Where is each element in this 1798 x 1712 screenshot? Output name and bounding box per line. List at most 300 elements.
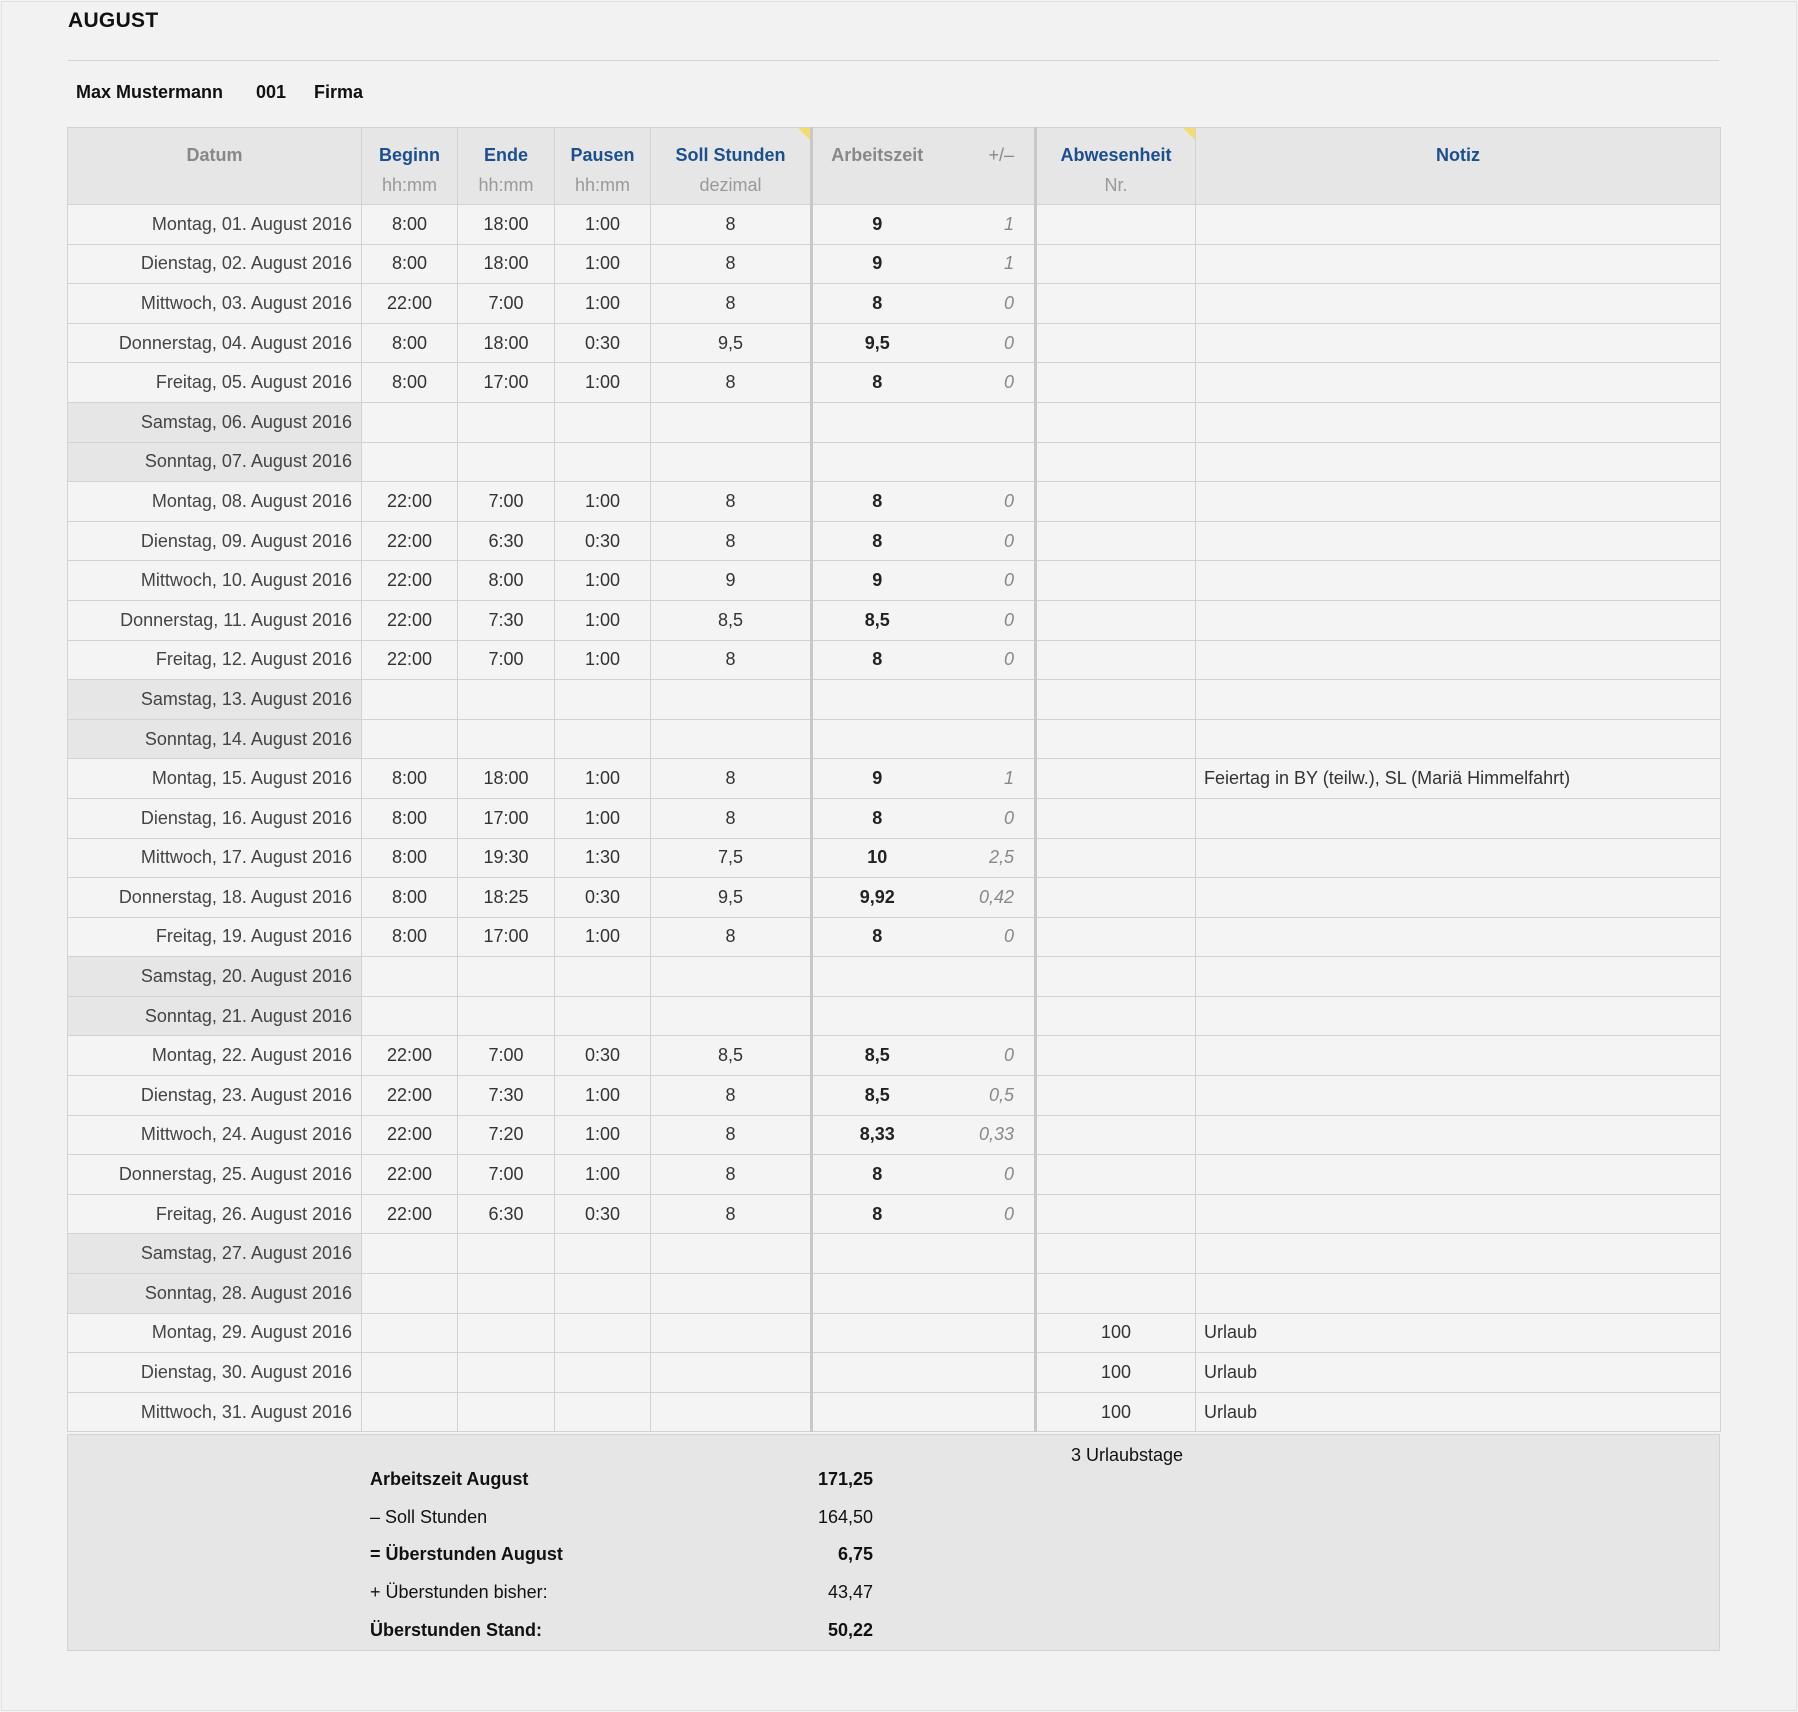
table-row bbox=[68, 996, 1721, 1036]
cell-pausen[interactable] bbox=[555, 1234, 651, 1274]
col-header-diff: +/– bbox=[942, 128, 1036, 167]
cell-diff[interactable]: 0 bbox=[942, 284, 1036, 324]
cell-beginn[interactable]: 22:00 bbox=[362, 1194, 458, 1234]
cell-abwesenheit[interactable] bbox=[1036, 600, 1196, 640]
cell-arbeitszeit[interactable] bbox=[812, 442, 942, 482]
cell-arbeitszeit[interactable] bbox=[812, 957, 942, 997]
cell-arbeitszeit[interactable] bbox=[812, 1274, 942, 1314]
cell-arbeitszeit[interactable]: 9 bbox=[812, 759, 942, 799]
cell-notiz[interactable] bbox=[1196, 917, 1721, 957]
cell-ende[interactable]: 17:00 bbox=[458, 363, 555, 403]
cell-pausen[interactable]: 0:30 bbox=[555, 878, 651, 918]
cell-notiz[interactable] bbox=[1196, 996, 1721, 1036]
cell-ende[interactable]: 7:00 bbox=[458, 284, 555, 324]
cell-diff[interactable]: 1 bbox=[942, 759, 1036, 799]
cell-arbeitszeit[interactable]: 8,5 bbox=[812, 1036, 942, 1076]
cell-abwesenheit[interactable]: 100 bbox=[1036, 1392, 1196, 1432]
cell-abwesenheit[interactable] bbox=[1036, 284, 1196, 324]
cell-pausen[interactable]: 1:30 bbox=[555, 838, 651, 878]
cell-abwesenheit[interactable]: 100 bbox=[1036, 1313, 1196, 1353]
cell-ende[interactable]: 18:25 bbox=[458, 878, 555, 918]
cell-pausen[interactable]: 1:00 bbox=[555, 798, 651, 838]
cell-abwesenheit[interactable] bbox=[1036, 680, 1196, 720]
cell-datum: Freitag, 26. August 2016 bbox=[68, 1194, 362, 1234]
cell-ende[interactable]: 18:00 bbox=[458, 323, 555, 363]
cell-beginn[interactable]: 8:00 bbox=[362, 917, 458, 957]
cell-pausen[interactable] bbox=[555, 680, 651, 720]
table-row bbox=[68, 1155, 1721, 1195]
cell-notiz[interactable] bbox=[1196, 640, 1721, 680]
cell-beginn[interactable]: 22:00 bbox=[362, 482, 458, 522]
vacation-days-count: 3 Urlaubstage bbox=[1071, 1445, 1184, 1465]
cell-pausen[interactable]: 1:00 bbox=[555, 917, 651, 957]
cell-abwesenheit[interactable] bbox=[1036, 1076, 1196, 1116]
table-row bbox=[68, 1353, 1721, 1393]
cell-arbeitszeit[interactable] bbox=[812, 1392, 942, 1432]
cell-beginn[interactable]: 22:00 bbox=[362, 640, 458, 680]
cell-diff[interactable]: 2,5 bbox=[942, 838, 1036, 878]
cell-pausen[interactable]: 1:00 bbox=[555, 205, 651, 245]
cell-notiz[interactable] bbox=[1196, 1076, 1721, 1116]
cell-diff[interactable] bbox=[942, 1274, 1036, 1314]
cell-arbeitszeit[interactable]: 8 bbox=[812, 1155, 942, 1195]
cell-diff[interactable]: 1 bbox=[942, 244, 1036, 284]
cell-beginn[interactable]: 22:00 bbox=[362, 561, 458, 601]
cell-beginn[interactable]: 22:00 bbox=[362, 521, 458, 561]
cell-diff[interactable]: 0,42 bbox=[942, 878, 1036, 918]
cell-abwesenheit[interactable] bbox=[1036, 719, 1196, 759]
cell-arbeitszeit[interactable]: 8 bbox=[812, 1194, 942, 1234]
cell-abwesenheit[interactable] bbox=[1036, 561, 1196, 601]
cell-ende[interactable] bbox=[458, 1234, 555, 1274]
cell-abwesenheit[interactable] bbox=[1036, 957, 1196, 997]
cell-pausen[interactable]: 0:30 bbox=[555, 1036, 651, 1076]
cell-pausen[interactable]: 1:00 bbox=[555, 561, 651, 601]
cell-abwesenheit[interactable] bbox=[1036, 838, 1196, 878]
table-row bbox=[68, 1274, 1721, 1314]
cell-notiz[interactable] bbox=[1196, 363, 1721, 403]
cell-soll-stunden[interactable]: 8 bbox=[651, 363, 812, 403]
cell-ende[interactable]: 18:00 bbox=[458, 244, 555, 284]
cell-diff[interactable] bbox=[942, 442, 1036, 482]
cell-abwesenheit[interactable] bbox=[1036, 402, 1196, 442]
cell-abwesenheit[interactable] bbox=[1036, 521, 1196, 561]
cell-ende[interactable]: 7:30 bbox=[458, 1076, 555, 1116]
cell-abwesenheit[interactable] bbox=[1036, 1194, 1196, 1234]
cell-soll-stunden[interactable]: 8 bbox=[651, 1076, 812, 1116]
cell-abwesenheit[interactable] bbox=[1036, 1115, 1196, 1155]
cell-ende[interactable]: 18:00 bbox=[458, 205, 555, 245]
cell-soll-stunden[interactable]: 9 bbox=[651, 561, 812, 601]
cell-soll-stunden[interactable] bbox=[651, 1274, 812, 1314]
cell-beginn[interactable] bbox=[362, 1234, 458, 1274]
table-row bbox=[68, 759, 1721, 799]
cell-ende[interactable] bbox=[458, 402, 555, 442]
cell-pausen[interactable]: 0:30 bbox=[555, 521, 651, 561]
cell-ende[interactable] bbox=[458, 1392, 555, 1432]
cell-abwesenheit[interactable] bbox=[1036, 798, 1196, 838]
cell-ende[interactable] bbox=[458, 680, 555, 720]
cell-notiz[interactable] bbox=[1196, 442, 1721, 482]
cell-beginn[interactable] bbox=[362, 442, 458, 482]
cell-soll-stunden[interactable]: 8 bbox=[651, 1115, 812, 1155]
cell-datum: Donnerstag, 18. August 2016 bbox=[68, 878, 362, 918]
cell-arbeitszeit[interactable] bbox=[812, 1313, 942, 1353]
cell-ende[interactable] bbox=[458, 957, 555, 997]
cell-notiz[interactable] bbox=[1196, 1234, 1721, 1274]
cell-pausen[interactable] bbox=[555, 1353, 651, 1393]
cell-ende[interactable] bbox=[458, 442, 555, 482]
cell-datum: Montag, 15. August 2016 bbox=[68, 759, 362, 799]
cell-beginn[interactable] bbox=[362, 719, 458, 759]
cell-datum: Dienstag, 30. August 2016 bbox=[68, 1353, 362, 1393]
cell-abwesenheit[interactable] bbox=[1036, 482, 1196, 522]
cell-diff[interactable] bbox=[942, 719, 1036, 759]
cell-arbeitszeit[interactable]: 9 bbox=[812, 561, 942, 601]
cell-soll-stunden[interactable] bbox=[651, 1392, 812, 1432]
cell-notiz[interactable]: Urlaub bbox=[1196, 1353, 1721, 1393]
cell-diff[interactable]: 0 bbox=[942, 640, 1036, 680]
cell-arbeitszeit[interactable] bbox=[812, 680, 942, 720]
cell-soll-stunden[interactable]: 8 bbox=[651, 482, 812, 522]
cell-notiz[interactable] bbox=[1196, 1115, 1721, 1155]
comment-marker-icon[interactable] bbox=[1183, 128, 1195, 140]
cell-diff[interactable]: 0 bbox=[942, 798, 1036, 838]
cell-beginn[interactable]: 8:00 bbox=[362, 363, 458, 403]
cell-notiz[interactable] bbox=[1196, 680, 1721, 720]
cell-diff[interactable]: 0,33 bbox=[942, 1115, 1036, 1155]
cell-beginn[interactable] bbox=[362, 1274, 458, 1314]
cell-soll-stunden[interactable]: 9,5 bbox=[651, 323, 812, 363]
cell-arbeitszeit[interactable]: 8 bbox=[812, 284, 942, 324]
cell-beginn[interactable] bbox=[362, 1392, 458, 1432]
cell-arbeitszeit[interactable]: 9,92 bbox=[812, 878, 942, 918]
cell-notiz[interactable] bbox=[1196, 798, 1721, 838]
table-row bbox=[68, 957, 1721, 997]
cell-arbeitszeit[interactable]: 9,5 bbox=[812, 323, 942, 363]
cell-datum: Samstag, 27. August 2016 bbox=[68, 1234, 362, 1274]
cell-diff[interactable]: 1 bbox=[942, 205, 1036, 245]
cell-ende[interactable]: 8:00 bbox=[458, 561, 555, 601]
cell-abwesenheit[interactable] bbox=[1036, 244, 1196, 284]
cell-ende[interactable]: 7:00 bbox=[458, 1036, 555, 1076]
cell-beginn[interactable] bbox=[362, 996, 458, 1036]
cell-notiz[interactable] bbox=[1196, 244, 1721, 284]
cell-ende[interactable]: 17:00 bbox=[458, 798, 555, 838]
cell-notiz[interactable]: Urlaub bbox=[1196, 1392, 1721, 1432]
cell-soll-stunden[interactable] bbox=[651, 442, 812, 482]
cell-notiz[interactable] bbox=[1196, 521, 1721, 561]
cell-diff[interactable] bbox=[942, 1353, 1036, 1393]
cell-diff[interactable] bbox=[942, 1313, 1036, 1353]
cell-soll-stunden[interactable]: 8,5 bbox=[651, 1036, 812, 1076]
summary-value-ueberstunden-august: 6,75 bbox=[837, 1544, 873, 1564]
cell-notiz[interactable] bbox=[1196, 600, 1721, 640]
cell-soll-stunden[interactable] bbox=[651, 957, 812, 997]
cell-beginn[interactable]: 8:00 bbox=[362, 878, 458, 918]
cell-pausen[interactable]: 0:30 bbox=[555, 1194, 651, 1234]
cell-soll-stunden[interactable]: 8 bbox=[651, 284, 812, 324]
col-header-abwesenheit bbox=[1036, 128, 1196, 167]
cell-pausen[interactable]: 1:00 bbox=[555, 363, 651, 403]
cell-pausen[interactable] bbox=[555, 1274, 651, 1314]
cell-abwesenheit[interactable] bbox=[1036, 323, 1196, 363]
table-row bbox=[68, 1234, 1721, 1274]
col-header-beginn: Beginn bbox=[362, 128, 458, 167]
cell-diff[interactable] bbox=[942, 957, 1036, 997]
table-row bbox=[68, 838, 1721, 878]
cell-ende[interactable]: 7:00 bbox=[458, 482, 555, 522]
cell-beginn[interactable]: 22:00 bbox=[362, 1036, 458, 1076]
cell-pausen[interactable]: 1:00 bbox=[555, 1076, 651, 1116]
cell-arbeitszeit[interactable]: 9 bbox=[812, 205, 942, 245]
cell-arbeitszeit[interactable]: 9 bbox=[812, 244, 942, 284]
table-row bbox=[68, 798, 1721, 838]
cell-soll-stunden[interactable] bbox=[651, 680, 812, 720]
cell-notiz[interactable] bbox=[1196, 482, 1721, 522]
cell-pausen[interactable]: 1:00 bbox=[555, 640, 651, 680]
cell-beginn[interactable]: 22:00 bbox=[362, 1076, 458, 1116]
cell-datum: Freitag, 05. August 2016 bbox=[68, 363, 362, 403]
cell-beginn[interactable] bbox=[362, 1353, 458, 1393]
cell-soll-stunden[interactable]: 8 bbox=[651, 205, 812, 245]
cell-notiz[interactable] bbox=[1196, 1274, 1721, 1314]
cell-arbeitszeit[interactable]: 8,5 bbox=[812, 600, 942, 640]
cell-soll-stunden[interactable] bbox=[651, 1353, 812, 1393]
cell-ende[interactable]: 7:00 bbox=[458, 640, 555, 680]
cell-beginn[interactable]: 8:00 bbox=[362, 798, 458, 838]
cell-abwesenheit[interactable] bbox=[1036, 205, 1196, 245]
table-row bbox=[68, 402, 1721, 442]
cell-soll-stunden[interactable] bbox=[651, 1313, 812, 1353]
col-sub-arbeitszeit bbox=[812, 166, 942, 205]
cell-datum: Samstag, 13. August 2016 bbox=[68, 680, 362, 720]
cell-diff[interactable]: 0 bbox=[942, 561, 1036, 601]
cell-arbeitszeit[interactable]: 8 bbox=[812, 640, 942, 680]
cell-notiz[interactable] bbox=[1196, 1155, 1721, 1195]
cell-datum: Sonntag, 07. August 2016 bbox=[68, 442, 362, 482]
cell-ende[interactable]: 7:30 bbox=[458, 600, 555, 640]
cell-notiz[interactable] bbox=[1196, 1194, 1721, 1234]
cell-arbeitszeit[interactable]: 8,33 bbox=[812, 1115, 942, 1155]
cell-diff[interactable] bbox=[942, 996, 1036, 1036]
cell-beginn[interactable]: 8:00 bbox=[362, 244, 458, 284]
cell-arbeitszeit[interactable]: 8 bbox=[812, 363, 942, 403]
cell-pausen[interactable] bbox=[555, 1313, 651, 1353]
cell-diff[interactable] bbox=[942, 680, 1036, 720]
cell-beginn[interactable]: 22:00 bbox=[362, 600, 458, 640]
cell-pausen[interactable]: 1:00 bbox=[555, 284, 651, 324]
cell-notiz[interactable] bbox=[1196, 1036, 1721, 1076]
cell-ende[interactable] bbox=[458, 719, 555, 759]
cell-pausen[interactable]: 0:30 bbox=[555, 323, 651, 363]
cell-abwesenheit[interactable] bbox=[1036, 878, 1196, 918]
cell-pausen[interactable] bbox=[555, 957, 651, 997]
cell-notiz[interactable] bbox=[1196, 205, 1721, 245]
cell-diff[interactable]: 0 bbox=[942, 917, 1036, 957]
cell-diff[interactable]: 0 bbox=[942, 521, 1036, 561]
cell-beginn[interactable]: 22:00 bbox=[362, 1155, 458, 1195]
summary-value-ueberstunden-stand: 50,22 bbox=[827, 1620, 873, 1640]
cell-datum: Sonntag, 14. August 2016 bbox=[68, 719, 362, 759]
cell-notiz[interactable] bbox=[1196, 719, 1721, 759]
cell-diff[interactable] bbox=[942, 1392, 1036, 1432]
cell-pausen[interactable]: 1:00 bbox=[555, 244, 651, 284]
cell-datum: Dienstag, 09. August 2016 bbox=[68, 521, 362, 561]
cell-arbeitszeit[interactable]: 8 bbox=[812, 917, 942, 957]
cell-abwesenheit[interactable] bbox=[1036, 1274, 1196, 1314]
cell-arbeitszeit[interactable] bbox=[812, 402, 942, 442]
summary-label-arbeitszeit: Arbeitszeit August bbox=[370, 1469, 529, 1489]
cell-arbeitszeit[interactable]: 8,5 bbox=[812, 1076, 942, 1116]
cell-pausen[interactable] bbox=[555, 442, 651, 482]
cell-diff[interactable] bbox=[942, 1234, 1036, 1274]
col-header-datum: Datum bbox=[68, 128, 362, 167]
cell-beginn[interactable]: 22:00 bbox=[362, 1115, 458, 1155]
col-unit-pausen: hh:mm bbox=[555, 166, 651, 205]
cell-diff[interactable] bbox=[942, 402, 1036, 442]
col-sub-diff bbox=[942, 166, 1036, 205]
cell-beginn[interactable]: 8:00 bbox=[362, 205, 458, 245]
cell-diff[interactable]: 0 bbox=[942, 482, 1036, 522]
cell-abwesenheit[interactable] bbox=[1036, 1234, 1196, 1274]
table-row bbox=[68, 878, 1721, 918]
table-row bbox=[68, 363, 1721, 403]
cell-ende[interactable] bbox=[458, 1353, 555, 1393]
cell-soll-stunden[interactable]: 8 bbox=[651, 521, 812, 561]
table-row bbox=[68, 917, 1721, 957]
cell-beginn[interactable] bbox=[362, 402, 458, 442]
cell-ende[interactable]: 18:00 bbox=[458, 759, 555, 799]
cell-soll-stunden[interactable]: 8 bbox=[651, 798, 812, 838]
cell-soll-stunden[interactable] bbox=[651, 719, 812, 759]
cell-soll-stunden[interactable]: 8 bbox=[651, 244, 812, 284]
cell-abwesenheit[interactable] bbox=[1036, 759, 1196, 799]
cell-datum: Samstag, 06. August 2016 bbox=[68, 402, 362, 442]
cell-arbeitszeit[interactable]: 8 bbox=[812, 482, 942, 522]
cell-notiz[interactable] bbox=[1196, 284, 1721, 324]
cell-pausen[interactable] bbox=[555, 996, 651, 1036]
cell-diff[interactable]: 0 bbox=[942, 363, 1036, 403]
col-header-abwesenheit-label: Abwesenheit bbox=[1060, 145, 1172, 165]
cell-notiz[interactable] bbox=[1196, 878, 1721, 918]
cell-abwesenheit[interactable] bbox=[1036, 442, 1196, 482]
cell-diff[interactable]: 0 bbox=[942, 600, 1036, 640]
cell-arbeitszeit[interactable]: 8 bbox=[812, 798, 942, 838]
cell-notiz[interactable] bbox=[1196, 957, 1721, 997]
cell-pausen[interactable]: 1:00 bbox=[555, 482, 651, 522]
cell-pausen[interactable]: 1:00 bbox=[555, 1155, 651, 1195]
cell-datum: Donnerstag, 11. August 2016 bbox=[68, 600, 362, 640]
cell-beginn[interactable] bbox=[362, 680, 458, 720]
cell-soll-stunden[interactable]: 8 bbox=[651, 1194, 812, 1234]
cell-ende[interactable] bbox=[458, 1313, 555, 1353]
cell-diff[interactable]: 0 bbox=[942, 323, 1036, 363]
table-row bbox=[68, 1036, 1721, 1076]
cell-beginn[interactable]: 8:00 bbox=[362, 838, 458, 878]
cell-soll-stunden[interactable]: 7,5 bbox=[651, 838, 812, 878]
cell-ende[interactable]: 6:30 bbox=[458, 521, 555, 561]
cell-pausen[interactable] bbox=[555, 719, 651, 759]
cell-notiz[interactable] bbox=[1196, 402, 1721, 442]
cell-pausen[interactable] bbox=[555, 1392, 651, 1432]
cell-notiz[interactable]: Feiertag in BY (teilw.), SL (Mariä Himmelfahrt) bbox=[1196, 759, 1721, 799]
cell-beginn[interactable]: 8:00 bbox=[362, 759, 458, 799]
cell-abwesenheit[interactable] bbox=[1036, 996, 1196, 1036]
cell-abwesenheit[interactable]: 100 bbox=[1036, 1353, 1196, 1393]
cell-diff[interactable]: 0 bbox=[942, 1036, 1036, 1076]
cell-abwesenheit[interactable] bbox=[1036, 1036, 1196, 1076]
comment-marker-icon[interactable] bbox=[798, 128, 810, 140]
cell-beginn[interactable]: 22:00 bbox=[362, 284, 458, 324]
col-unit-soll: dezimal bbox=[651, 166, 812, 205]
table-row bbox=[68, 1115, 1721, 1155]
cell-datum: Freitag, 19. August 2016 bbox=[68, 917, 362, 957]
cell-notiz[interactable] bbox=[1196, 323, 1721, 363]
summary-value-soll: 164,50 bbox=[817, 1507, 873, 1527]
cell-beginn[interactable] bbox=[362, 957, 458, 997]
cell-diff[interactable]: 0,5 bbox=[942, 1076, 1036, 1116]
cell-notiz[interactable] bbox=[1196, 838, 1721, 878]
cell-soll-stunden[interactable]: 8 bbox=[651, 917, 812, 957]
cell-arbeitszeit[interactable] bbox=[812, 1353, 942, 1393]
cell-ende[interactable]: 7:00 bbox=[458, 1155, 555, 1195]
cell-ende[interactable]: 7:20 bbox=[458, 1115, 555, 1155]
cell-arbeitszeit[interactable] bbox=[812, 719, 942, 759]
cell-arbeitszeit[interactable] bbox=[812, 1234, 942, 1274]
cell-ende[interactable] bbox=[458, 996, 555, 1036]
cell-abwesenheit[interactable] bbox=[1036, 1155, 1196, 1195]
cell-abwesenheit[interactable] bbox=[1036, 640, 1196, 680]
cell-soll-stunden[interactable]: 8 bbox=[651, 640, 812, 680]
cell-soll-stunden[interactable]: 8 bbox=[651, 759, 812, 799]
cell-pausen[interactable] bbox=[555, 402, 651, 442]
cell-soll-stunden[interactable]: 8 bbox=[651, 1155, 812, 1195]
cell-ende[interactable]: 19:30 bbox=[458, 838, 555, 878]
col-unit-beginn: hh:mm bbox=[362, 166, 458, 205]
cell-diff[interactable]: 0 bbox=[942, 1194, 1036, 1234]
cell-ende[interactable]: 6:30 bbox=[458, 1194, 555, 1234]
cell-arbeitszeit[interactable]: 8 bbox=[812, 521, 942, 561]
cell-datum: Mittwoch, 31. August 2016 bbox=[68, 1392, 362, 1432]
cell-soll-stunden[interactable]: 9,5 bbox=[651, 878, 812, 918]
cell-ende[interactable]: 17:00 bbox=[458, 917, 555, 957]
cell-ende[interactable] bbox=[458, 1274, 555, 1314]
cell-pausen[interactable]: 1:00 bbox=[555, 759, 651, 799]
summary-label-soll: – Soll Stunden bbox=[370, 1507, 488, 1527]
cell-diff[interactable]: 0 bbox=[942, 1155, 1036, 1195]
cell-abwesenheit[interactable] bbox=[1036, 363, 1196, 403]
cell-datum: Freitag, 12. August 2016 bbox=[68, 640, 362, 680]
cell-soll-stunden[interactable] bbox=[651, 996, 812, 1036]
cell-notiz[interactable]: Urlaub bbox=[1196, 1313, 1721, 1353]
cell-soll-stunden[interactable] bbox=[651, 1234, 812, 1274]
cell-arbeitszeit[interactable]: 10 bbox=[812, 838, 942, 878]
cell-abwesenheit[interactable] bbox=[1036, 917, 1196, 957]
summary-value-arbeitszeit: 171,25 bbox=[817, 1469, 873, 1489]
cell-soll-stunden[interactable] bbox=[651, 402, 812, 442]
cell-notiz[interactable] bbox=[1196, 561, 1721, 601]
employee-company: Firma bbox=[314, 82, 364, 102]
cell-beginn[interactable]: 8:00 bbox=[362, 323, 458, 363]
cell-beginn[interactable] bbox=[362, 1313, 458, 1353]
col-header-pausen: Pausen bbox=[555, 128, 651, 167]
cell-arbeitszeit[interactable] bbox=[812, 996, 942, 1036]
cell-soll-stunden[interactable]: 8,5 bbox=[651, 600, 812, 640]
cell-pausen[interactable]: 1:00 bbox=[555, 1115, 651, 1155]
cell-pausen[interactable]: 1:00 bbox=[555, 600, 651, 640]
cell-datum: Dienstag, 23. August 2016 bbox=[68, 1076, 362, 1116]
